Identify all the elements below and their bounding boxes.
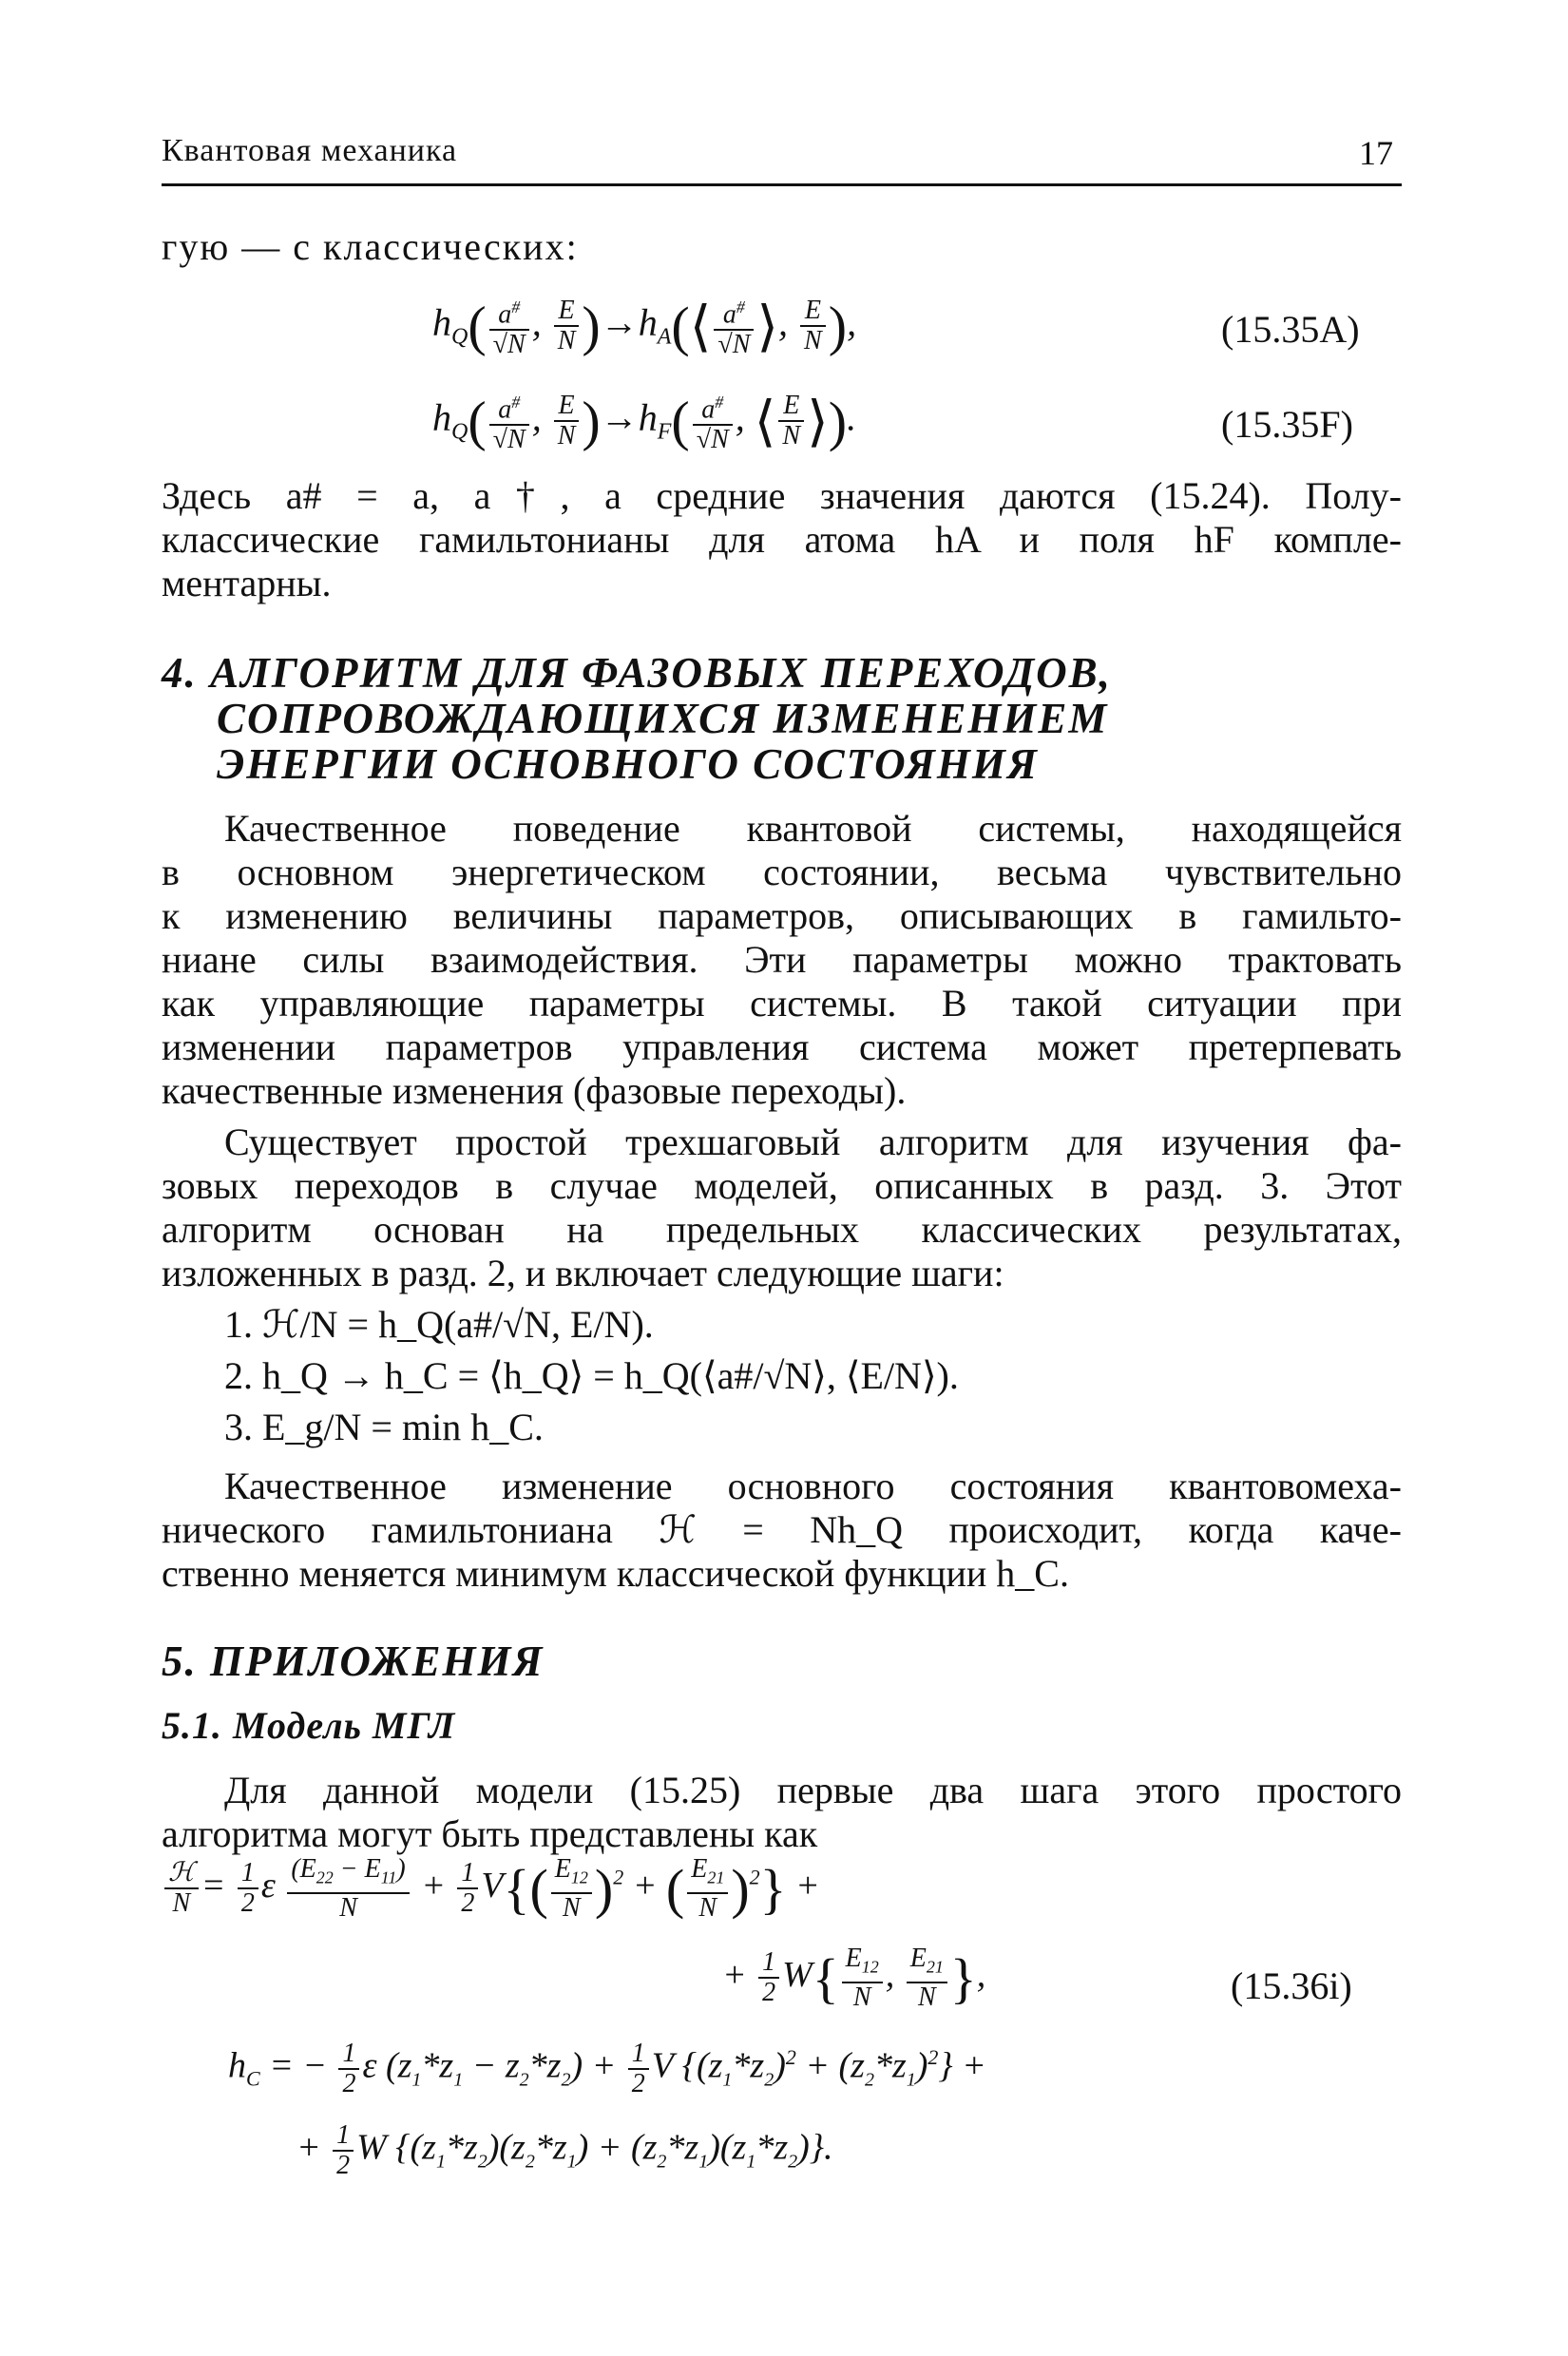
subsection-5-1-heading: 5.1. Модель МГЛ [162, 1704, 456, 1747]
equation-15-36i-line4: + $\frac{1}{2}$ W $\{(z_1*z_2)(z_2*z_1) + (z_2*z_1)(z_1*z_2)\}$. [296, 2120, 833, 2180]
paragraph-line: качественные изменения (фазовые переходы). [162, 1069, 907, 1112]
paragraph-line: ниане силы взаимодействия. Эти параметры можно трактовать [162, 938, 1402, 981]
equation-number-15-36i: (15.36i) [1231, 1964, 1352, 2007]
paragraph-line: алгоритм основан на предельных классических результатах, [162, 1208, 1402, 1251]
paragraph-line: к изменению величины параметров, описывающих в гамильто- [162, 894, 1402, 937]
section-4-heading-line: СОПРОВОЖДАЮЩИХСЯ ИЗМЕНЕНИЕМ [217, 695, 1109, 742]
paragraph-line: изменении параметров управления система может претерпевать [162, 1025, 1402, 1068]
section-4-heading-line: ЭНЕРГИИ ОСНОВНОГО СОСТОЯНИЯ [217, 740, 1039, 788]
running-title: Квантовая механика [162, 133, 458, 168]
section-4-heading-line: 4. АЛГОРИТМ ДЛЯ ФАЗОВЫХ ПЕРЕХОДОВ, [162, 649, 1112, 697]
paragraph-line: алгоритма могут быть представлены как [162, 1812, 818, 1855]
paragraph-line: ментарны. [162, 562, 332, 604]
equation-number-15-35a: (15.35A) [1221, 308, 1360, 351]
algorithm-step: 1. ℋ/N = h_Q(a#/√N, E/N). [224, 1303, 654, 1346]
algorithm-step: 3. E_g/N = min h_C. [224, 1406, 544, 1448]
paragraph-line: зовых переходов в случае моделей, описанных в разд. 3. Этот [162, 1164, 1402, 1207]
paragraph-line: нического гамильтониана ℋ = Nh_Q происходит, когда каче- [162, 1508, 1402, 1551]
intro-line: гую — с классических: [162, 225, 579, 268]
paragraph-line: Здесь a# = a, a†, а средние значения даются (15.24). Полу- [162, 474, 1402, 517]
equation-number-15-35f: (15.35F) [1221, 403, 1353, 446]
page-number: 17 [1359, 134, 1393, 172]
paragraph-line: Для данной модели (15.25) первые два шага этого простого [224, 1769, 1402, 1811]
equation-15-36i-line2: + $\frac{1}{2}$ W{ $\frac{E_{12}}{N}$ , $\frac{E_{21}}{N}$ }, [722, 1944, 986, 2012]
equation-15-36i-line3: $h_C$ = − $\frac{1}{2}$ ε $(z_1*z_1 - z_2*z_2)$ + $\frac{1}{2}$ V $\{(z_1*z_2)^2 + (z_2*z_1)^2\}$ + [228, 2039, 986, 2098]
paragraph-line: классические гамильтонианы для атома hA и поля hF компле- [162, 518, 1402, 561]
paragraph-line: Качественное изменение основного состояния квантовомеха- [224, 1465, 1402, 1507]
paragraph-line: Существует простой трехшаговый алгоритм для изучения фа- [224, 1121, 1402, 1163]
paragraph-line: в основном энергетическом состоянии, весьма чувствительно [162, 851, 1402, 893]
algorithm-step: 2. h_Q → h_C = ⟨h_Q⟩ = h_Q(⟨a#/√N⟩, ⟨E/N⟩). [224, 1354, 959, 1397]
paragraph-line: Качественное поведение квантовой системы, находящейся [224, 807, 1402, 850]
equation-15-35f: $h_Q$( $\frac{a^{\#}}{√N}$ , $\frac{E}{N}$ )$\to h_F$( $\frac{a^{\#}}{√N}$ , ⟨ $\frac{E}{N}$ ⟩). [432, 388, 856, 454]
header-rule [162, 183, 1402, 186]
paragraph-line: изложенных в разд. 2, и включает следующие шаги: [162, 1252, 1004, 1294]
section-5-heading: 5. ПРИЛОЖЕНИЯ [162, 1638, 545, 1685]
paragraph-line: ственно меняется минимум классической функции h_C. [162, 1552, 1069, 1595]
paragraph-line: как управляющие параметры системы. В такой ситуации при [162, 982, 1402, 1025]
equation-15-36i-line1: $\frac{\text{ℋ}}{N}$ = $\frac{1}{2}$ ε $\frac{(E_{22} - E_{11})}{N}$ + $\frac{1}{2}$ V{( $\frac{E_{12}}{N}$ )$^2$ + ( $\frac{E_{21}}{N}$ )$^2$} + [162, 1855, 820, 1923]
equation-15-35a: $h_Q$( $\frac{a^{\#}}{√N}$ , $\frac{E}{N}$ )$\to h_A(⟨$ $\frac{a^{\#}}{√N}$ ⟩, $\frac{E}{N}$ ), [432, 293, 856, 359]
